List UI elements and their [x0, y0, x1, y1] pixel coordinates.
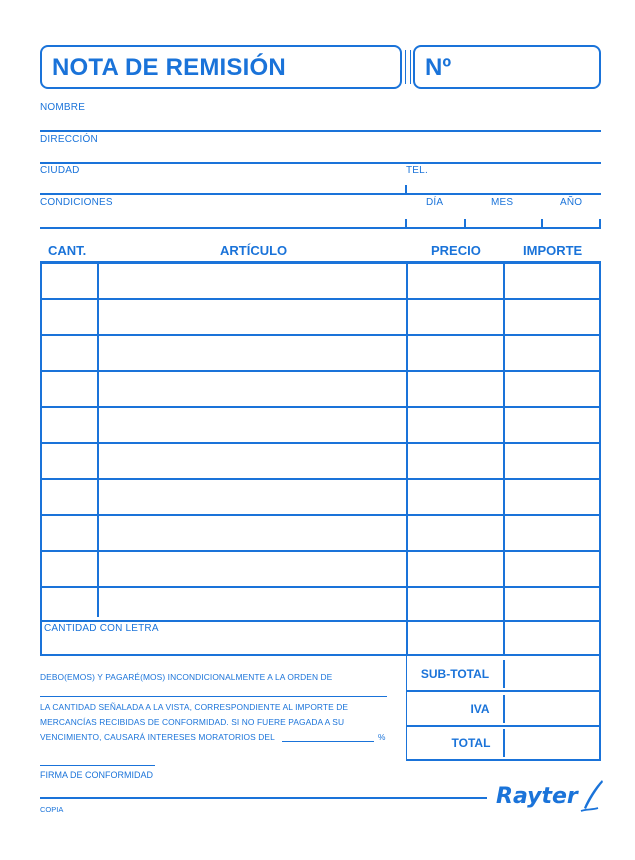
rayter-logo: Rayter: [496, 784, 578, 809]
date-divider-2: [464, 219, 466, 227]
condiciones-line[interactable]: [40, 227, 601, 229]
nombre-line[interactable]: [40, 130, 601, 132]
date-divider-4: [599, 219, 601, 227]
copia-label: COPIA: [40, 805, 64, 814]
items-table: [40, 261, 601, 656]
number-label: Nº: [425, 54, 452, 81]
dia-label: DÍA: [426, 197, 444, 208]
interest-rate-line[interactable]: [282, 741, 374, 742]
mes-label: MES: [491, 197, 514, 208]
col-header-cant: CANT.: [48, 243, 87, 258]
iva-label: IVA: [470, 702, 490, 716]
cantidad-con-letra-label: CANTIDAD CON LETRA: [44, 623, 159, 634]
col-divider-cant: [97, 264, 99, 617]
ciudad-label: CIUDAD: [40, 165, 80, 176]
table-row-line: [42, 406, 599, 408]
col-divider-importe: [503, 264, 505, 654]
tel-label: TEL.: [406, 165, 428, 176]
table-row-line: [42, 370, 599, 372]
date-divider-1: [405, 219, 407, 227]
quill-icon: [578, 778, 608, 814]
header-separator: [405, 50, 411, 84]
col-header-importe: IMPORTE: [523, 243, 583, 258]
nombre-label: NOMBRE: [40, 102, 86, 113]
totals-row-line: [407, 690, 599, 692]
table-row-line: [42, 334, 599, 336]
ciudad-tel-line[interactable]: [40, 193, 601, 195]
direccion-label: DIRECCIÓN: [40, 134, 98, 145]
table-row-line: [42, 586, 599, 588]
footer-rule: [40, 797, 487, 799]
table-row-line: [42, 478, 599, 480]
anio-label: AÑO: [560, 197, 583, 208]
percent-sign: %: [378, 732, 386, 742]
totals-box: [406, 656, 601, 761]
legal-line-3: MERCANCÍAS RECIBIDAS DE CONFORMIDAD. SI NO FUERE PAGADA A SU: [40, 717, 345, 727]
col-header-precio: PRECIO: [431, 243, 481, 258]
signature-line[interactable]: [40, 765, 155, 766]
legal-line-1: DEBO(EMOS) Y PAGARÉ(MOS) INCONDICIONALMENTE A LA ORDEN DE: [40, 672, 333, 682]
col-header-articulo: ARTÍCULO: [220, 243, 288, 258]
total-label: TOTAL: [451, 736, 491, 750]
tel-divider: [405, 185, 407, 193]
subtotal-field[interactable]: [505, 658, 600, 689]
total-field[interactable]: [505, 727, 600, 758]
form-title: NOTA DE REMISIÓN: [52, 54, 286, 81]
legal-order-line[interactable]: [40, 696, 387, 697]
condiciones-label: CONDICIONES: [40, 197, 113, 208]
table-row-line: [42, 298, 599, 300]
number-box[interactable]: [413, 45, 601, 89]
col-divider-precio: [406, 264, 408, 654]
title-box: [40, 45, 402, 89]
legal-line-2: LA CANTIDAD SEÑALADA A LA VISTA, CORRESPONDIENTE AL IMPORTE DE: [40, 702, 349, 712]
legal-line-4: VENCIMIENTO, CAUSARÁ INTERESES MORATORIOS DEL: [40, 732, 275, 742]
table-row-line: [42, 442, 599, 444]
table-row-line: [42, 514, 599, 516]
firma-label: FIRMA DE CONFORMIDAD: [40, 770, 154, 780]
subtotal-label: SUB-TOTAL: [420, 667, 490, 681]
direccion-line[interactable]: [40, 162, 601, 164]
table-row-line: [42, 550, 599, 552]
date-divider-3: [541, 219, 543, 227]
iva-field[interactable]: [505, 693, 600, 724]
table-row-line: [42, 620, 599, 622]
